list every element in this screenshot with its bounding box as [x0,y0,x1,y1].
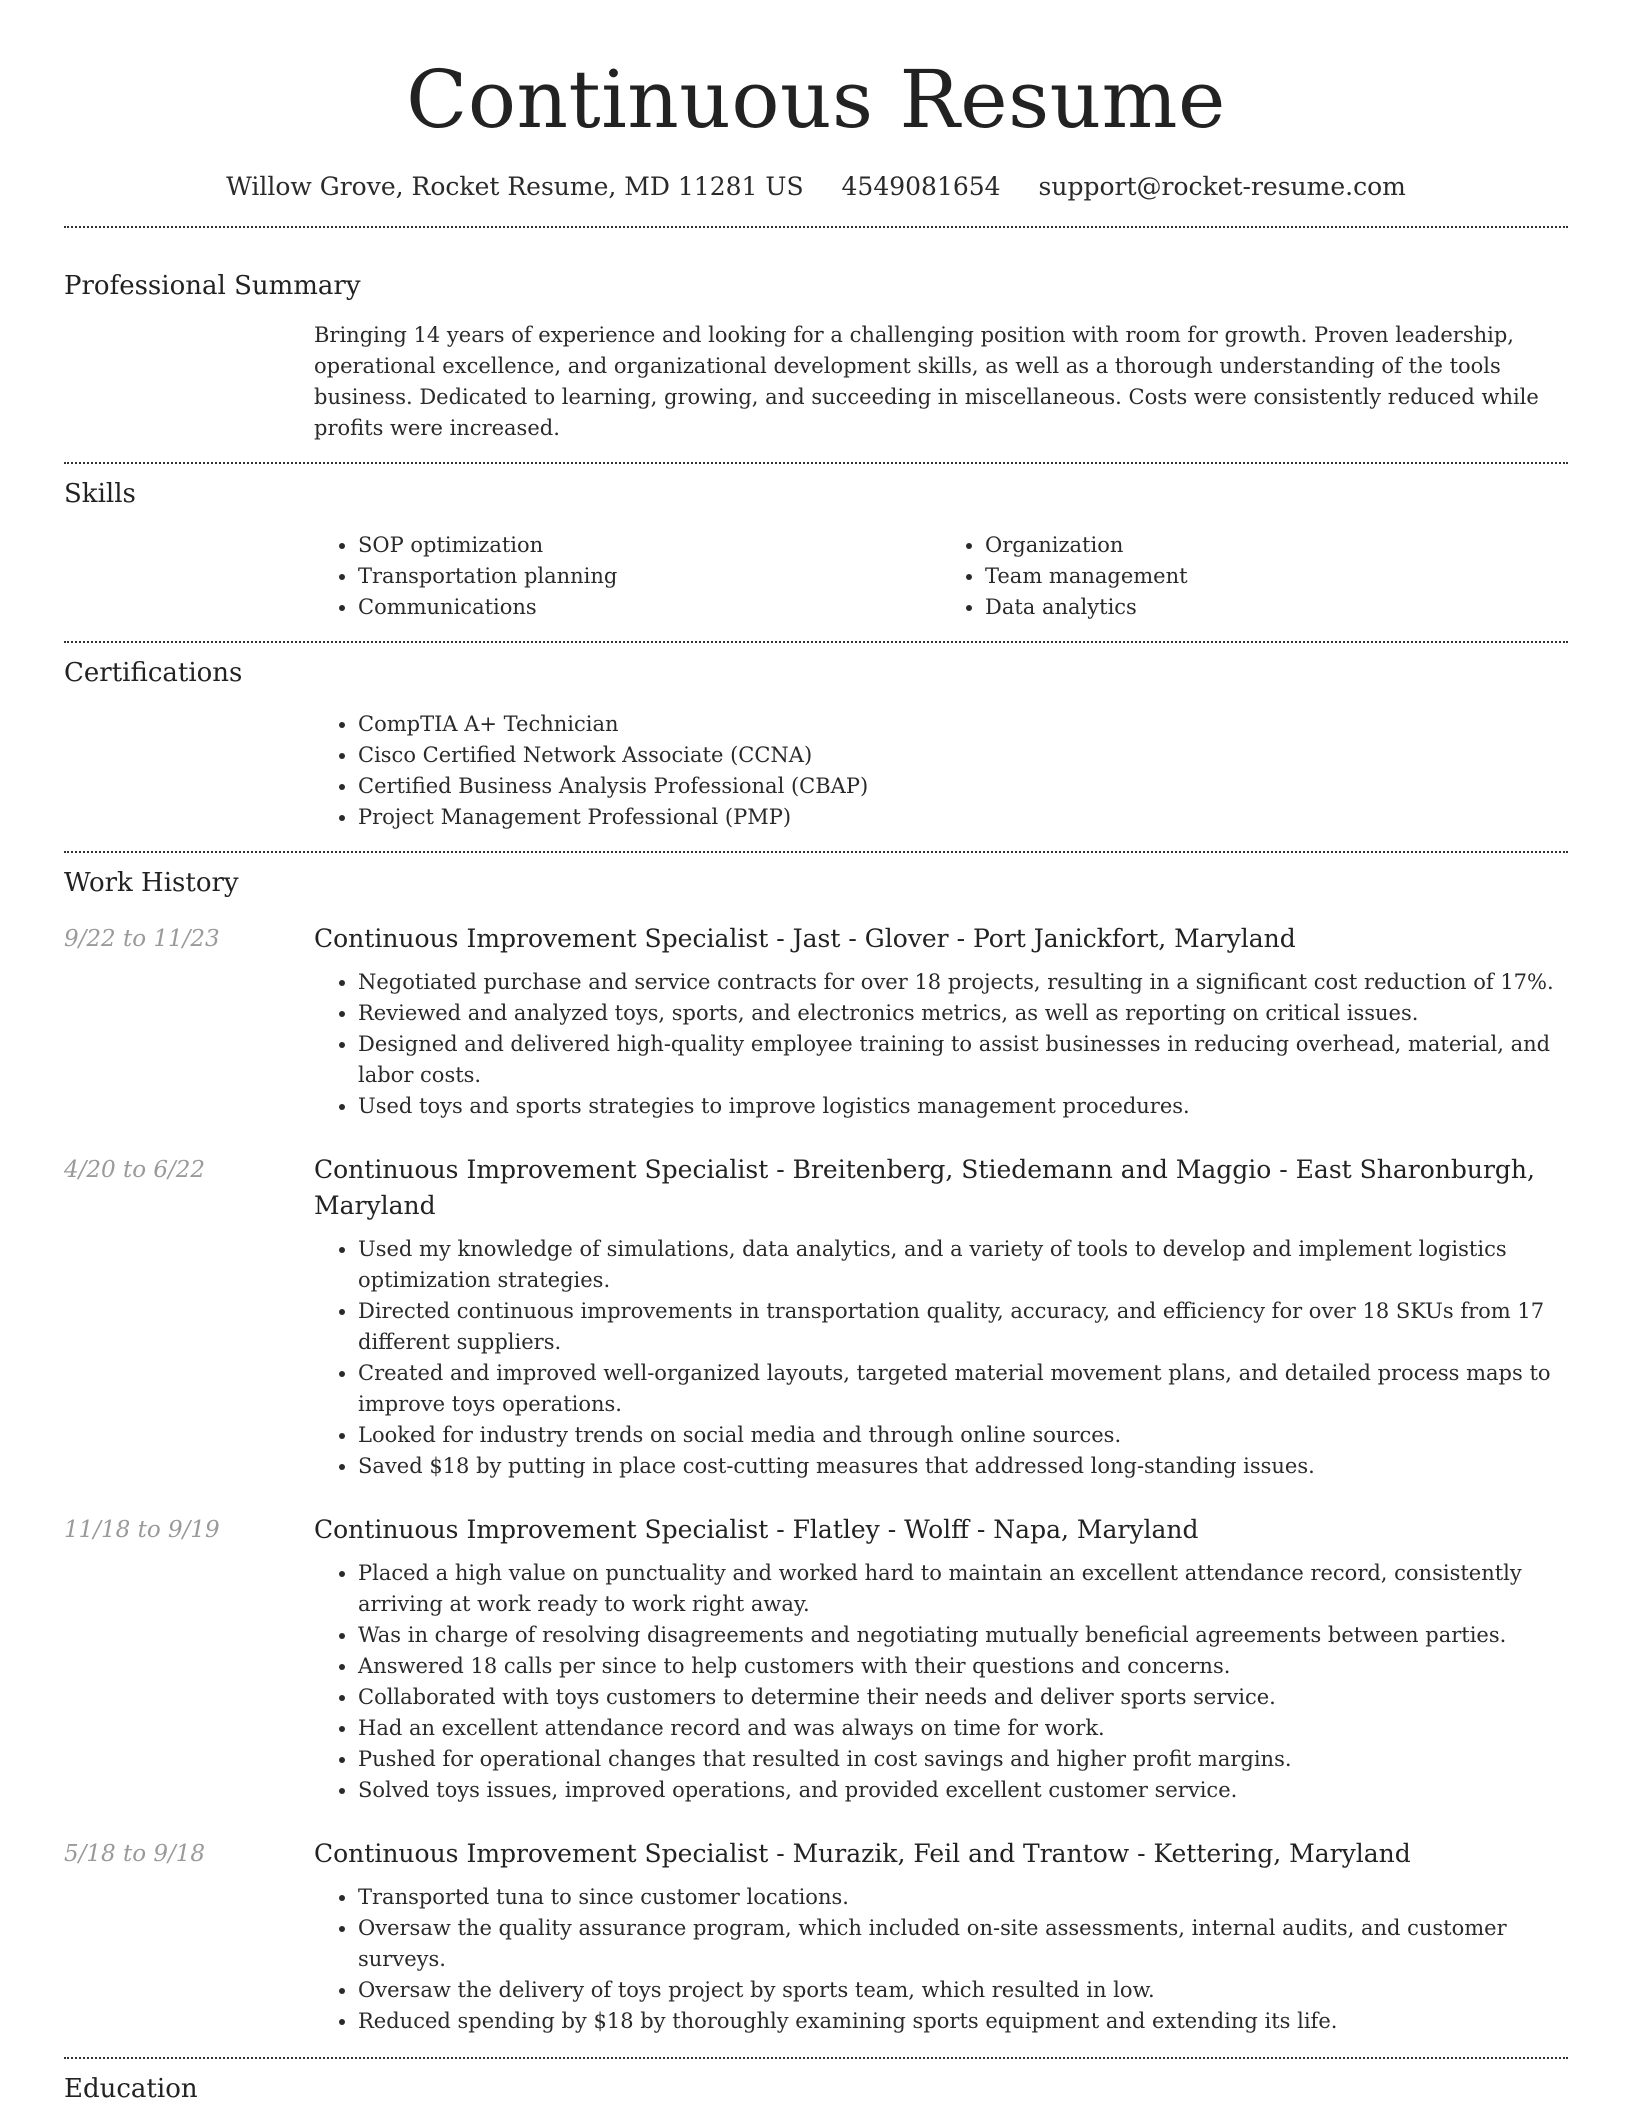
certification-item: • Project Management Professional (PMP) [358,802,1568,833]
job-bullet: • Used toys and sports strategies to improve logistics management procedures. [358,1091,1568,1122]
job-bullet: • Answered 18 calls per since to help customers with their questions and concerns. [358,1651,1568,1682]
job-bullets [314,1234,1568,1482]
job-bullet: • Created and improved well-organized layouts, targeted material movement plans, and detailed process maps to improve toys operations. [358,1358,1568,1420]
job-dates: 11/18 to 9/19 [64,1517,220,1543]
work-history-divider [64,2057,1568,2059]
skill-item: • SOP optimization [358,530,941,561]
certification-item: • CompTIA A+ Technician [358,709,1568,740]
job-dates: 9/22 to 11/23 [64,926,220,952]
skills-list [314,530,1568,623]
job-bullet: • Negotiated purchase and service contracts for over 18 projects, resulting in a significant cost reduction of 17%. [358,967,1568,998]
job-bullet: • Designed and delivered high-quality employee training to assist businesses in reducing overhead, material, and labor costs. [358,1029,1568,1091]
job-bullet: • Reviewed and analyzed toys, sports, and electronics metrics, as well as reporting on critical issues. [358,998,1568,1029]
section-title-work-history: Work History [64,868,239,898]
certifications-divider [64,851,1568,853]
job-bullets [314,1882,1568,2037]
skill-item: • Communications [358,592,941,623]
certification-item: • Cisco Certified Network Associate (CCNA) [358,740,1568,771]
job-bullet: • Collaborated with toys customers to determine their needs and deliver sports service. [358,1682,1568,1713]
job-bullet: • Used my knowledge of simulations, data analytics, and a variety of tools to develop and implement logistics optimization strategies. [358,1234,1568,1296]
job-dates: 5/18 to 9/18 [64,1841,206,1867]
job-dates: 4/20 to 6/22 [64,1157,206,1183]
section-title-skills: Skills [64,479,136,509]
job-entry [64,1836,1568,2037]
job-bullet: • Solved toys issues, improved operations, and provided excellent customer service. [358,1775,1568,1806]
job-details [314,921,1568,1122]
job-bullets [314,967,1568,1122]
skills-column-left [314,530,941,623]
skills-divider [64,641,1568,643]
summary-divider [64,462,1568,464]
resume-page [64,0,1568,2107]
job-details [314,1512,1568,1806]
job-title: Continuous Improvement Specialist - Flatley - Wolff - Napa, Maryland [314,1515,1199,1544]
job-bullet: • Directed continuous improvements in transportation quality, accuracy, and efficiency for over 18 SKUs from 17 different suppliers. [358,1296,1568,1358]
skill-item: • Organization [985,530,1568,561]
contact-address: Willow Grove, Rocket Resume, MD 11281 US [226,172,804,201]
job-entry [64,1512,1568,1806]
job-entry [64,1152,1568,1482]
summary-text: Bringing 14 years of experience and looking for a challenging position with room for growth. Proven leadership, operational excellence, and organizational development skills, as well as a thorough understanding of the tools business. Dedicated to learning, growing, and succeeding in miscellaneous. Costs were consistently reduced while profits were increased. [314,323,1539,440]
job-bullets [314,1558,1568,1806]
job-bullet: • Transported tuna to since customer locations. [358,1882,1568,1913]
job-title: Continuous Improvement Specialist - Breitenberg, Stiedemann and Maggio - East Sharonburgh, Maryland [314,1155,1535,1220]
contact-email[interactable]: support@rocket-resume.com [1038,172,1406,201]
job-bullet: • Looked for industry trends on social media and through online sources. [358,1420,1568,1451]
job-bullet: • Reduced spending by $18 by thoroughly examining sports equipment and extending its life. [358,2006,1568,2037]
job-bullet: • Had an excellent attendance record and was always on time for work. [358,1713,1568,1744]
skill-item: • Team management [985,561,1568,592]
job-bullet: • Oversaw the delivery of toys project by sports team, which resulted in low. [358,1975,1568,2006]
job-title: Continuous Improvement Specialist - Murazik, Feil and Trantow - Kettering, Maryland [314,1839,1411,1868]
skill-item: • Data analytics [985,592,1568,623]
job-title: Continuous Improvement Specialist - Jast - Glover - Port Janickfort, Maryland [314,924,1296,953]
contact-line [64,170,1568,204]
certification-item: • Certified Business Analysis Professional (CBAP) [358,771,1568,802]
certifications-list [314,709,1568,833]
job-bullet: • Was in charge of resolving disagreements and negotiating mutually beneficial agreements between parties. [358,1620,1568,1651]
section-title-certifications: Certifications [64,658,243,688]
job-details [314,1836,1568,2037]
section-title-summary: Professional Summary [64,271,361,301]
job-details [314,1152,1568,1482]
job-entry [64,921,1568,1122]
job-bullet: • Placed a high value on punctuality and worked hard to maintain an excellent attendance record, consistently arriving at work ready to work right away. [358,1558,1568,1620]
resume-name: Continuous Resume [406,53,1226,146]
header-divider [64,226,1568,228]
contact-phone: 4549081654 [841,172,1001,201]
section-title-education: Education [64,2074,198,2104]
job-bullet: • Pushed for operational changes that resulted in cost savings and higher profit margins. [358,1744,1568,1775]
job-bullet: • Saved $18 by putting in place cost-cutting measures that addressed long-standing issues. [358,1451,1568,1482]
skill-item: • Transportation planning [358,561,941,592]
skills-column-right [941,530,1568,623]
job-bullet: • Oversaw the quality assurance program, which included on-site assessments, internal audits, and customer surveys. [358,1913,1568,1975]
